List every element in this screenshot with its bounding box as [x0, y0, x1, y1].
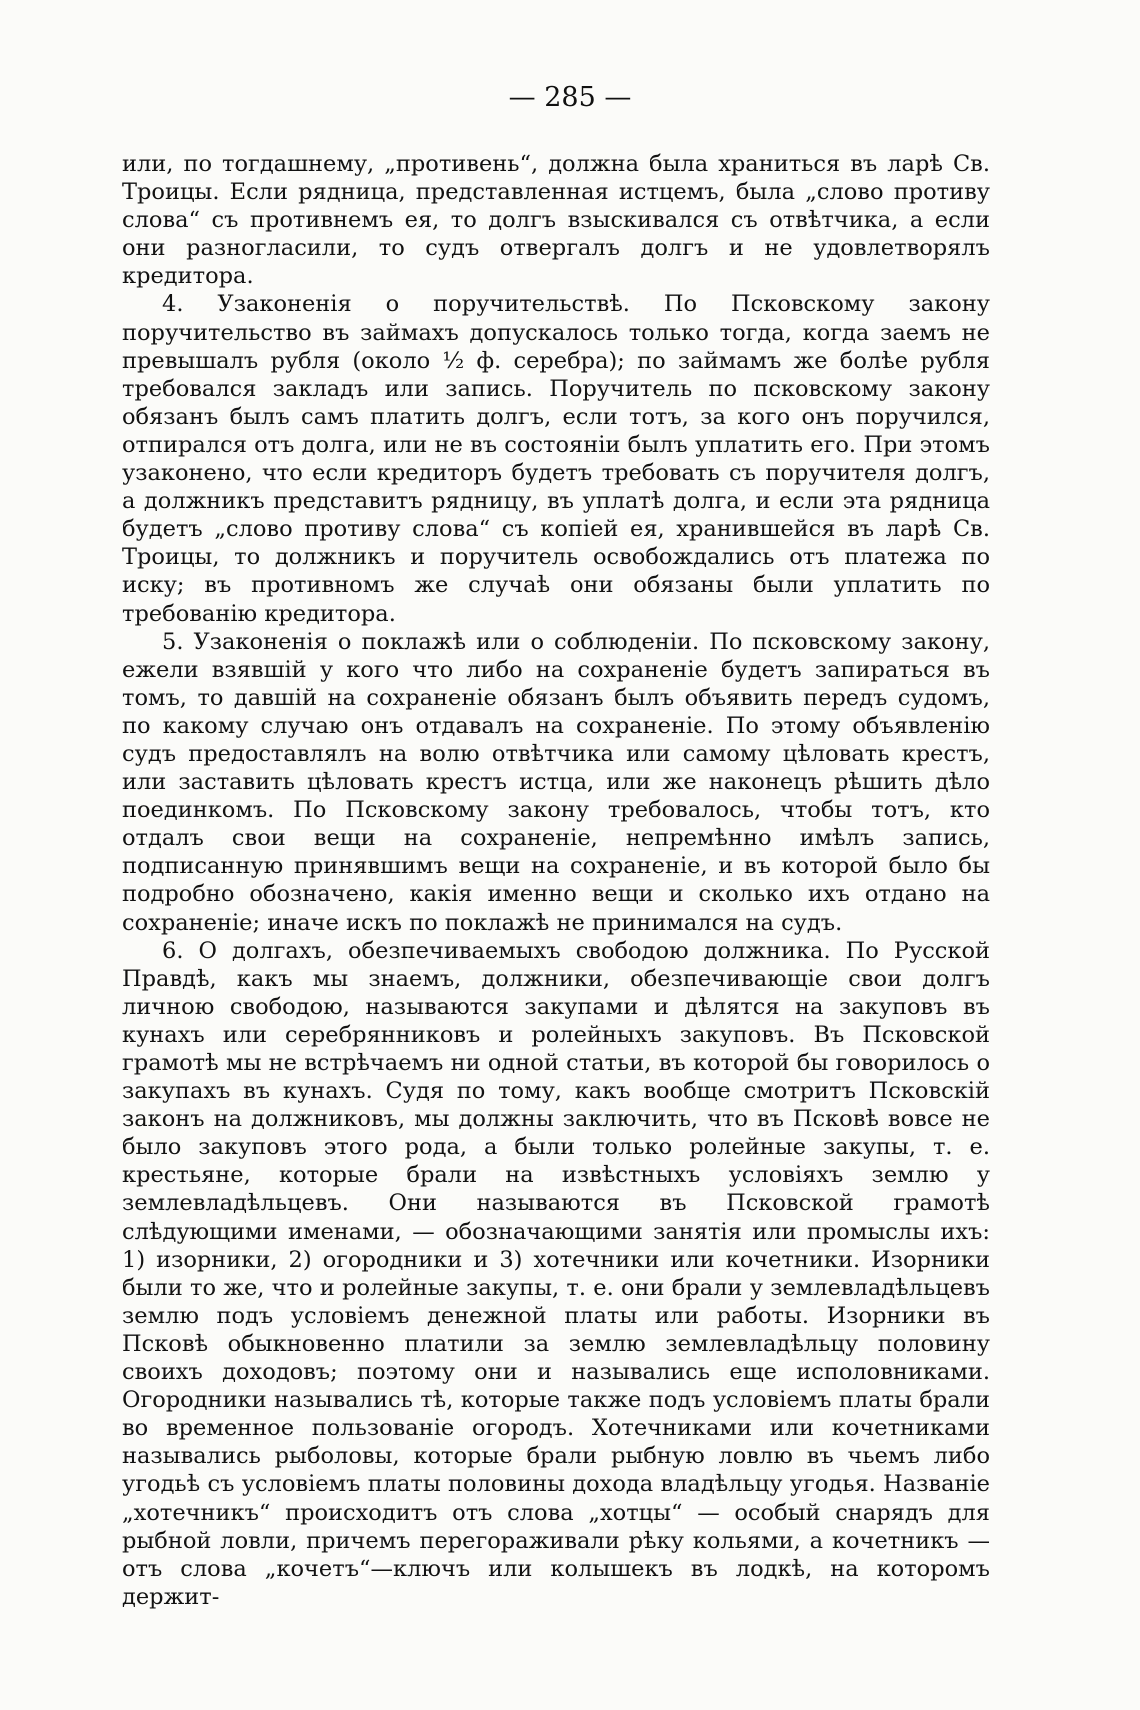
page-number: — 285 —	[508, 82, 632, 113]
paragraph-continuation: или, по тогдашнему, „противень“, должна была храниться въ ларѣ Св. Троицы. Если рядница, представленная истцемъ, была „слово противу слова“ съ противнемъ ея, то долгъ взыскивался съ отвѣтчика, а если они разногласили, то судъ отвергалъ долгъ и не удовлетворялъ кредитора.	[122, 151, 990, 290]
paragraph-6-debts: 6. О долгахъ, обезпечиваемыхъ свободою должника. По Русской Правдѣ, какъ мы знаемъ, должники, обезпечивающіе свои долгъ личною свободою, называются закупами и дѣлятся на закуповъ въ кунахъ или серебрянниковъ и ролейныхъ закуповъ. Въ Псковской грамотѣ мы не встрѣчаемъ ни одной статьи, въ которой бы говорилось о закупахъ въ кунахъ. Судя по тому, какъ вообще смотритъ Псковскій законъ на должниковъ, мы должны заключить, что въ Псковѣ вовсе не было закуповъ этого рода, а были только ролейные закупы, т. е. крестьяне, которые брали на извѣстныхъ условіяхъ землю у землевладѣльцевъ. Они называются въ Псковской грамотѣ слѣдующими именами, — обозначающими занятія или промыслы ихъ: 1) изорники, 2) огородники и 3) хотечники или кочетники. Изорники были то же, что и ролейные закупы, т. е. они брали у землевладѣльцевъ землю подъ условіемъ денежной платы или работы. Изорники въ Псковѣ обыкновенно платили за землю землевладѣльцу половину своихъ доходовъ; поэтому они и назывались еще исполовниками. Огородники назывались тѣ, которые также подъ условіемъ платы брали во временное пользованіе огородъ. Хотечниками или кочетниками назывались рыболовы, которые брали рыбную ловлю въ чьемъ либо угодьѣ съ условіемъ платы половины дохода владѣльцу угодья. Названіе „хотечникъ“ происходитъ отъ слова „хотцы“ — особый снарядъ для рыбной ловли, причемъ перегораживали рѣку кольями, а кочетникъ — отъ слова „кочетъ“—ключъ или колышекъ въ лодкѣ, на которомъ держит-	[122, 937, 990, 1610]
paragraph-4-suretyship: 4. Узаконенія о поручительствѣ. По Псковскому закону поручительство въ займахъ допускалось только тогда, когда заемъ не превышалъ рубля (около ½ ф. серебра); по займамъ же болѣе рубля требовался закладъ или запись. Поручитель по псковскому закону обязанъ былъ самъ платить долгъ, если тотъ, за кого онъ поручился, отпирался отъ долга, или не въ состояніи былъ уплатить его. При этомъ узаконено, что если кредиторъ будетъ требовать съ поручителя долгъ, а должникъ представитъ рядницу, въ уплатѣ долга, и если эта рядница будетъ „слово противу слова“ съ копіей ея, хранившейся въ ларѣ Св. Троицы, то должникъ и поручитель освобождались отъ платежа по иску; въ противномъ же случаѣ они обязаны были уплатить по требованію кредитора.	[122, 291, 990, 627]
paragraph-5-deposit: 5. Узаконенія о поклажѣ или о соблюденіи. По псковскому закону, ежели взявшій у кого что либо на сохраненіе будетъ запираться въ томъ, то давшій на сохраненіе обязанъ былъ объявить передъ судомъ, по какому случаю онъ отдавалъ на сохраненіе. По этому объявленію судъ предоставлялъ на волю отвѣтчика или самому цѣловать крестъ, или заставить цѣловать крестъ истца, или же наконецъ рѣшить дѣло поединкомъ. По Псковскому закону требовалось, чтобы тотъ, кто отдалъ свои вещи на сохраненіе, непремѣнно имѣлъ запись, подписанную принявшимъ вещи на сохраненіе, и въ которой было бы подробно обозначено, какія именно вещи и сколько ихъ отдано на сохраненіе; иначе искъ по поклажѣ не принимался на судъ.	[122, 628, 990, 936]
body-text	[122, 150, 990, 1611]
